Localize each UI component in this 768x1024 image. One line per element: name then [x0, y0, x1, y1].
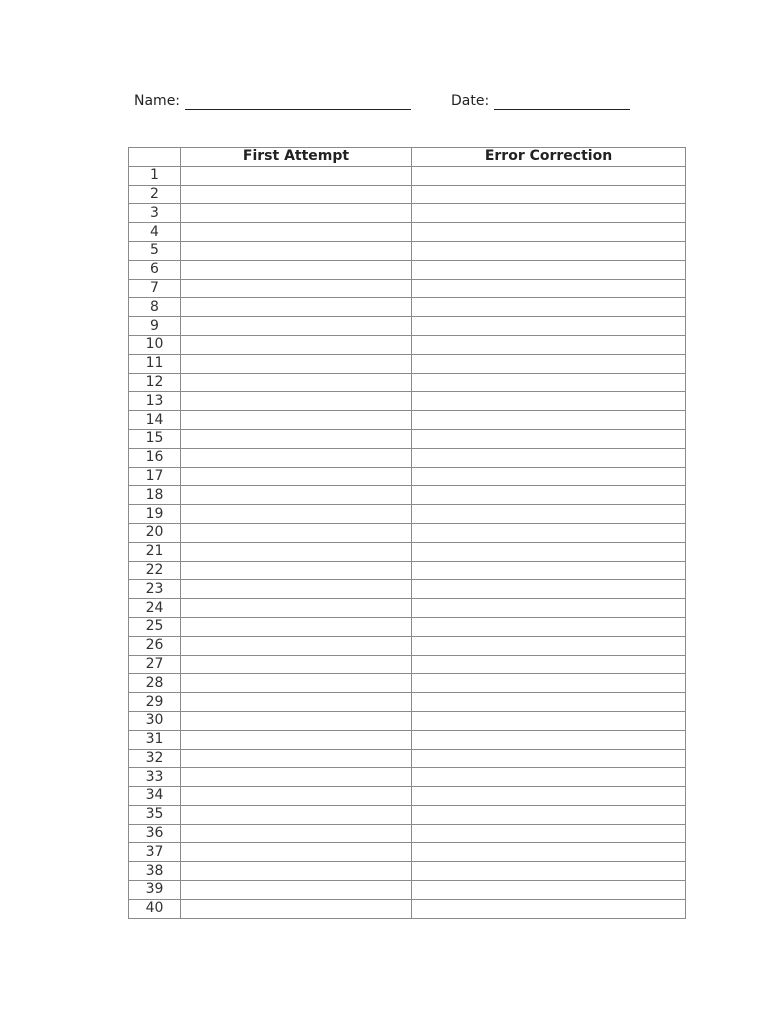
table-row	[129, 317, 686, 336]
first-attempt-cell[interactable]	[181, 787, 412, 806]
table-row	[129, 204, 686, 223]
row-number: 18	[129, 486, 181, 505]
name-field	[134, 92, 411, 110]
first-attempt-cell[interactable]	[181, 749, 412, 768]
first-attempt-cell[interactable]	[181, 166, 412, 185]
error-correction-cell[interactable]	[412, 599, 686, 618]
error-correction-cell[interactable]	[412, 768, 686, 787]
table-row	[129, 354, 686, 373]
error-correction-cell[interactable]	[412, 260, 686, 279]
table-row	[129, 881, 686, 900]
row-number: 8	[129, 298, 181, 317]
table-row	[129, 223, 686, 242]
error-correction-cell[interactable]	[412, 279, 686, 298]
table-row	[129, 523, 686, 542]
table-row	[129, 749, 686, 768]
table-row	[129, 711, 686, 730]
error-correction-cell[interactable]	[412, 429, 686, 448]
error-correction-cell[interactable]	[412, 185, 686, 204]
table-row	[129, 862, 686, 881]
table-row	[129, 505, 686, 524]
table-row	[129, 260, 686, 279]
table-row	[129, 241, 686, 260]
row-number: 31	[129, 730, 181, 749]
error-correction-cell[interactable]	[412, 467, 686, 486]
row-number: 16	[129, 448, 181, 467]
first-attempt-cell[interactable]	[181, 298, 412, 317]
error-correction-cell[interactable]	[412, 166, 686, 185]
row-number: 40	[129, 899, 181, 918]
table-row	[129, 843, 686, 862]
row-number: 33	[129, 768, 181, 787]
first-attempt-cell[interactable]	[181, 824, 412, 843]
table-row	[129, 166, 686, 185]
name-blank-line[interactable]	[185, 93, 411, 110]
error-correction-cell[interactable]	[412, 204, 686, 223]
row-number: 36	[129, 824, 181, 843]
row-number: 13	[129, 392, 181, 411]
table-header-row	[129, 148, 686, 167]
table-row	[129, 730, 686, 749]
answer-table	[128, 147, 686, 919]
error-correction-cell[interactable]	[412, 730, 686, 749]
row-number: 12	[129, 373, 181, 392]
table-row	[129, 617, 686, 636]
table-row	[129, 599, 686, 618]
first-attempt-cell[interactable]	[181, 354, 412, 373]
table-row	[129, 392, 686, 411]
table-row	[129, 429, 686, 448]
error-correction-cell[interactable]	[412, 674, 686, 693]
error-correction-cell[interactable]	[412, 411, 686, 430]
date-label: Date:	[451, 93, 490, 109]
first-attempt-cell[interactable]	[181, 279, 412, 298]
row-number: 1	[129, 166, 181, 185]
first-attempt-cell[interactable]	[181, 223, 412, 242]
row-number: 39	[129, 881, 181, 900]
first-attempt-cell[interactable]	[181, 655, 412, 674]
table-row	[129, 185, 686, 204]
first-attempt-cell[interactable]	[181, 580, 412, 599]
row-number: 35	[129, 805, 181, 824]
table-row	[129, 824, 686, 843]
table-row	[129, 542, 686, 561]
first-attempt-cell[interactable]	[181, 185, 412, 204]
row-number: 14	[129, 411, 181, 430]
row-number: 7	[129, 279, 181, 298]
table-row	[129, 768, 686, 787]
first-attempt-cell[interactable]	[181, 617, 412, 636]
table-row	[129, 805, 686, 824]
error-correction-cell[interactable]	[412, 542, 686, 561]
first-attempt-cell[interactable]	[181, 260, 412, 279]
first-attempt-cell[interactable]	[181, 204, 412, 223]
error-correction-cell[interactable]	[412, 223, 686, 242]
error-correction-cell[interactable]	[412, 298, 686, 317]
first-attempt-cell[interactable]	[181, 392, 412, 411]
error-correction-cell[interactable]	[412, 354, 686, 373]
error-correction-cell[interactable]	[412, 636, 686, 655]
row-number: 30	[129, 711, 181, 730]
table-row	[129, 636, 686, 655]
first-attempt-cell[interactable]	[181, 599, 412, 618]
error-correction-cell[interactable]	[412, 486, 686, 505]
error-correction-cell[interactable]	[412, 881, 686, 900]
error-correction-cell[interactable]	[412, 523, 686, 542]
row-number: 3	[129, 204, 181, 223]
error-correction-cell[interactable]	[412, 693, 686, 712]
row-number: 6	[129, 260, 181, 279]
first-attempt-cell[interactable]	[181, 881, 412, 900]
table-row	[129, 448, 686, 467]
table-row	[129, 561, 686, 580]
error-correction-cell[interactable]	[412, 241, 686, 260]
row-number: 2	[129, 185, 181, 204]
date-field	[451, 92, 630, 110]
table-body	[129, 166, 686, 918]
row-number: 19	[129, 505, 181, 524]
row-number: 20	[129, 523, 181, 542]
error-correction-cell[interactable]	[412, 392, 686, 411]
first-attempt-cell[interactable]	[181, 862, 412, 881]
row-number: 15	[129, 429, 181, 448]
first-attempt-cell[interactable]	[181, 542, 412, 561]
table-row	[129, 899, 686, 918]
table-row	[129, 486, 686, 505]
error-correction-cell[interactable]	[412, 824, 686, 843]
error-correction-cell[interactable]	[412, 749, 686, 768]
row-number: 17	[129, 467, 181, 486]
table-row	[129, 298, 686, 317]
column-header-error-correction: Error Correction	[412, 148, 686, 167]
row-number: 5	[129, 241, 181, 260]
row-number: 11	[129, 354, 181, 373]
first-attempt-cell[interactable]	[181, 241, 412, 260]
error-correction-cell[interactable]	[412, 335, 686, 354]
error-correction-cell[interactable]	[412, 317, 686, 336]
first-attempt-cell[interactable]	[181, 674, 412, 693]
first-attempt-cell[interactable]	[181, 335, 412, 354]
row-number: 29	[129, 693, 181, 712]
error-correction-cell[interactable]	[412, 711, 686, 730]
table-row	[129, 467, 686, 486]
date-blank-line[interactable]	[494, 93, 630, 110]
first-attempt-cell[interactable]	[181, 523, 412, 542]
first-attempt-cell[interactable]	[181, 730, 412, 749]
first-attempt-cell[interactable]	[181, 373, 412, 392]
row-number: 25	[129, 617, 181, 636]
table-row	[129, 655, 686, 674]
error-correction-cell[interactable]	[412, 617, 686, 636]
row-number: 27	[129, 655, 181, 674]
first-attempt-cell[interactable]	[181, 467, 412, 486]
row-number: 9	[129, 317, 181, 336]
error-correction-cell[interactable]	[412, 448, 686, 467]
first-attempt-cell[interactable]	[181, 486, 412, 505]
row-number: 26	[129, 636, 181, 655]
first-attempt-cell[interactable]	[181, 899, 412, 918]
table-row	[129, 279, 686, 298]
table-row	[129, 674, 686, 693]
table-row	[129, 580, 686, 599]
row-number: 10	[129, 335, 181, 354]
first-attempt-cell[interactable]	[181, 693, 412, 712]
row-number: 4	[129, 223, 181, 242]
first-attempt-cell[interactable]	[181, 805, 412, 824]
row-number: 38	[129, 862, 181, 881]
first-attempt-cell[interactable]	[181, 843, 412, 862]
first-attempt-cell[interactable]	[181, 636, 412, 655]
first-attempt-cell[interactable]	[181, 317, 412, 336]
table-row	[129, 787, 686, 806]
first-attempt-cell[interactable]	[181, 711, 412, 730]
name-label: Name:	[134, 93, 181, 109]
column-header-first-attempt: First Attempt	[181, 148, 412, 167]
row-number: 22	[129, 561, 181, 580]
error-correction-cell[interactable]	[412, 580, 686, 599]
row-number: 34	[129, 787, 181, 806]
table-row	[129, 373, 686, 392]
error-correction-cell[interactable]	[412, 805, 686, 824]
error-correction-cell[interactable]	[412, 899, 686, 918]
first-attempt-cell[interactable]	[181, 561, 412, 580]
column-header-number	[129, 148, 181, 167]
row-number: 28	[129, 674, 181, 693]
table-row	[129, 335, 686, 354]
row-number: 37	[129, 843, 181, 862]
error-correction-cell[interactable]	[412, 505, 686, 524]
error-correction-cell[interactable]	[412, 843, 686, 862]
first-attempt-cell[interactable]	[181, 768, 412, 787]
error-correction-cell[interactable]	[412, 862, 686, 881]
error-correction-cell[interactable]	[412, 787, 686, 806]
row-number: 23	[129, 580, 181, 599]
error-correction-cell[interactable]	[412, 655, 686, 674]
row-number: 24	[129, 599, 181, 618]
first-attempt-cell[interactable]	[181, 505, 412, 524]
table-row	[129, 693, 686, 712]
table-row	[129, 411, 686, 430]
row-number: 21	[129, 542, 181, 561]
row-number: 32	[129, 749, 181, 768]
first-attempt-cell[interactable]	[181, 429, 412, 448]
first-attempt-cell[interactable]	[181, 411, 412, 430]
error-correction-cell[interactable]	[412, 561, 686, 580]
error-correction-cell[interactable]	[412, 373, 686, 392]
worksheet-header	[134, 92, 654, 112]
first-attempt-cell[interactable]	[181, 448, 412, 467]
